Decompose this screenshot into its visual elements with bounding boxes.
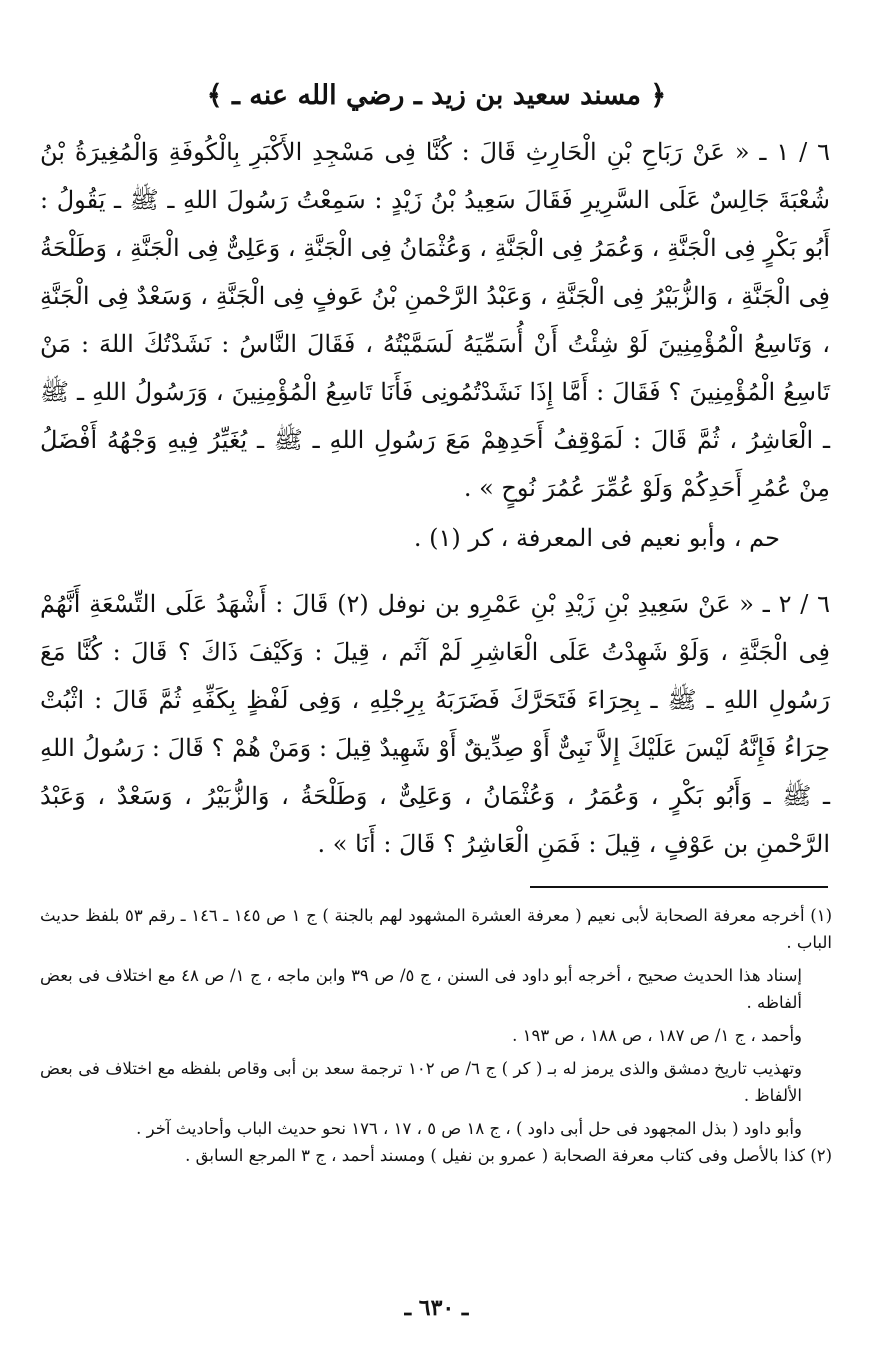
footnote-1-abudawud-ibnmajah: إسناد هذا الحديث صحيح ، أخرجه أبو داود فى السنن ، ج ٥/ ص ٣٩ وابن ماجه ، ج ١/ ص ٤٨ مع اختلاف فى بعض ألفاظه . xyxy=(40,966,803,1012)
hadith-1-sources: حم ، وأبو نعيم فى المعرفة ، كر (١) . xyxy=(413,524,780,552)
footnote-1-ahmad: وأحمد ، ج ١/ ص ١٨٧ ، ص ١٨٨ ، ص ١٩٣ . xyxy=(512,1026,802,1045)
footnote-1-badhl: وأبو داود ( بذل المجهود فى حل أبى داود ) ، ج ١٨ ص ٥ ، ١٧ ، ١٧٦ نحو حديث الباب وأحاديث آخر . xyxy=(136,1119,802,1138)
main-text xyxy=(40,128,830,868)
footnote-2: (٢) كذا بالأصل وفى كتاب معرفة الصحابة ( عمرو بن نفيل ) ومسند أحمد ، ج ٣ المرجع السابق . xyxy=(185,1146,832,1165)
hadith-2: ٦ / ٢ ـ « عَنْ سَعِيدِ بْنِ زَيْدِ بْنِ عَمْرِو بن نوفل (٢) قَالَ : أَشْهَدُ عَلَى التِّسْعَةِ أَنَّهُمْ فِى الْجَنَّةِ ، وَلَوْ شَهِدْتُ عَلَى الْعَاشِرِ لَمْ آثَم ، قِيلَ : وَكَيْفَ ذَاكَ ؟ قَالَ : كُنَّا مَعَ رَسُولِ اللهِ ـ ﷺ ـ بِحِرَاءَ فَتَحَرَّكَ فَضَرَبَهُ بِرِجْلِهِ ، وَفِى لَفْظٍ بِكَفِّهِ ثُمَّ قَالَ : اثْبُتْ حِرَاءُ فَإِنَّهُ لَيْسَ عَلَيْكَ إِلاَّ نَبِىٌّ أَوْ صِدِّيقٌ أَوْ شَهِيدٌ قِيلَ : وَمَنْ هُمْ ؟ قَالَ : رَسُولُ اللهِ ـ ﷺ ـ وَأَبُو بَكْرٍ ، وَعُمَرُ ، وَعُثْمَانُ ، وَعَلِىٌّ ، وَطَلْحَةُ ، وَالزُّبَيْرُ ، وَسَعْدٌ ، وَعَبْدُ الرَّحْمنِ بن عَوْفٍ ، قِيلَ : فَمَنِ الْعَاشِرُ ؟ قَالَ : أَنَا » . xyxy=(40,590,830,858)
footnote-1-tahdhib: وتهذيب تاريخ دمشق والذى يرمز له بـ ( كر ) ج ٦/ ص ١٠٢ ترجمة سعد بن أبى وقاص بلفظه مع اختلاف فى بعض الألفاظ . xyxy=(40,1059,802,1105)
footnote-separator xyxy=(530,886,828,888)
footnote-1: (١) أخرجه معرفة الصحابة لأبى نعيم ( معرفة العشرة المشهود لهم بالجنة ) ج ١ ص ١٤٥ ـ ١٤٦ ـ رقم ٥٣ بلفظ حديث الباب . xyxy=(40,906,832,952)
hadith-1: ٦ / ١ ـ « عَنْ رَبَاحِ بْنِ الْحَارِثِ قَالَ : كُنَّا فِى مَسْجِدِ الأَكْبَرِ بِالْكُوفَةِ وَالْمُغِيرَةُ بْنُ شُعْبَةَ جَالِسٌ عَلَى السَّرِيرِ فَقَالَ سَعِيدُ بْنُ زَيْدٍ : سَمِعْتُ رَسُولَ اللهِ ـ ﷺ ـ يَقُولُ : أَبُو بَكْرٍ فِى الْجَنَّةِ ، وَعُمَرُ فِى الْجَنَّةِ ، وَعُثْمَانُ فِى الْجَنَّةِ ، وَعَلِىٌّ فِى الْجَنَّةِ ، وَطَلْحَةُ فِى الْجَنَّةِ ، وَالزُّبَيْرُ فِى الْجَنَّةِ ، وَعَبْدُ الرَّحْمنِ بْنُ عَوفٍ فِى الْجَنَّةِ ، وَسَعْدٌ فِى الْجَنَّةِ ، وَتَاسِعُ الْمُؤْمِنِينَ لَوْ شِئْتُ أَنْ أُسَمِّيَهُ لَسَمَّيْتُهُ ، فَقَالَ النَّاسُ : نَشَدْتُكَ اللهَ : مَنْ تَاسِعُ الْمُؤْمِنِينَ ؟ فَقَالَ : أَمَّا إِذَا نَشَدْتُمُونِى فَأَنَا تَاسِعُ الْمُؤْمِنِينَ ، وَرَسُولُ اللهِ ـ ﷺ ـ الْعَاشِرُ ، ثُمَّ قَالَ : لَمَوْقِفُ أَحَدِهِمْ مَعَ رَسُولِ اللهِ ـ ﷺ ـ يُغَيِّرُ فِيهِ وَجْهُهُ أَفْضَلُ مِنْ عُمُرِ أَحَدِكُمْ وَلَوْ عُمِّرَ عُمُرَ نُوحٍ » . xyxy=(40,138,831,502)
page-number: ـ ٦٣٠ ـ xyxy=(404,1295,469,1321)
page-title: ﴿ مسند سعيد بن زيد ـ رضي الله عنه ـ ﴾ xyxy=(206,80,667,111)
footnotes xyxy=(40,902,832,1175)
